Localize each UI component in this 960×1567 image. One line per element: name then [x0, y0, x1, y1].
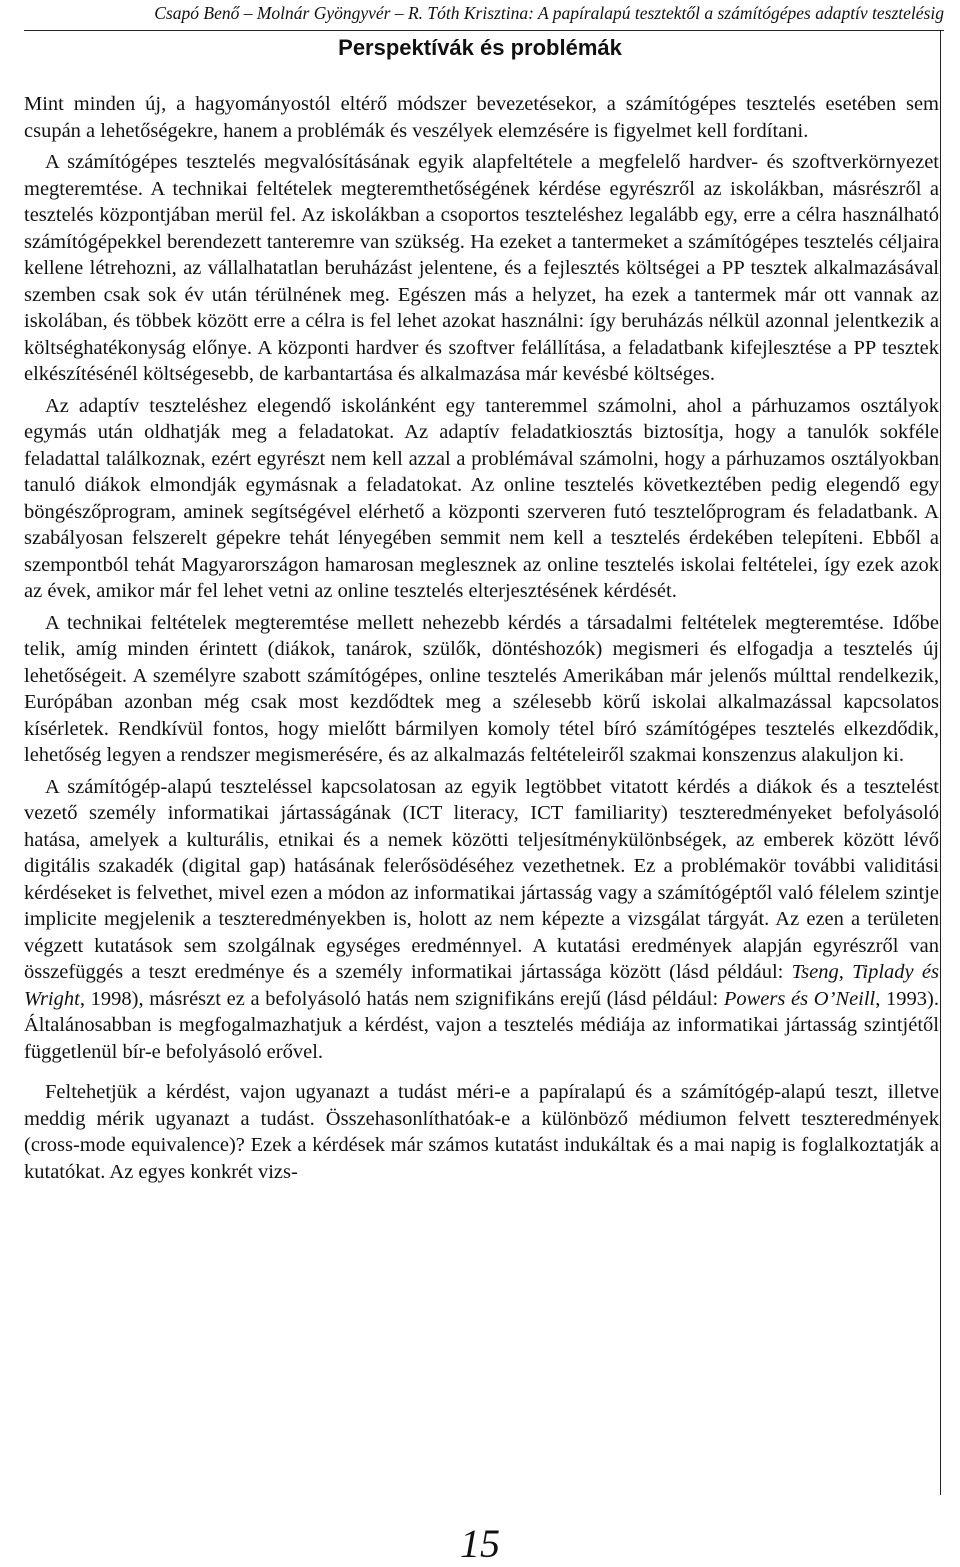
page-frame-line — [940, 30, 941, 1495]
body-text — [24, 91, 939, 1185]
paragraph-5-text-middle: , 1998), másrészt ez a befolyásoló hatás nem szignifikáns erejű (lásd például: — [79, 987, 724, 1010]
paragraph-2: A számítógépes tesztelés megvalósításának egyik alapfeltétele a megfelelő hardver- és szoftverkörnyezet megteremtése. A technikai feltételek megteremthetőségének kérdése egyrészről az iskolákban, másrészről a tesztelés központjában merül fel. Az iskolákban a csoportos teszteléshez legalább egy, erre a célra használható számítógépekkel berendezett tanteremre van szükség. Ha ezeket a tantermeket a számítógépes tesztelés céljaira kellene létrehozni, az vállalhatatlan beruházást jelentene, és a fejlesztés költségei a PP tesztek alkalmazásával szemben csak sok év után térülnének meg. Egészen más a helyzet, ha ezek a tantermek már ott vannak az iskolában, és többek között erre a célra is fel lehet azokat használni: így beruházás nélkül azonnal jelentkezik a költséghatékonyság előnye. A központi hardver és szoftver felállítása, a feladatbank kifejlesztése a PP tesztek elkészítésénél költségesebb, de karbantartása és alkalmazása már kevésbé költséges. — [24, 151, 939, 385]
citation-powers: Powers és O’Neill — [723, 987, 876, 1010]
paragraph-4: A technikai feltételek megteremtése mellett nehezebb kérdés a társadalmi feltételek megteremtése. Időbe telik, amíg minden érintett (diákok, tanárok, szülők, döntéshozók) megismeri és elfogadja a tesztelés új lehetőségeit. A személyre szabott számítógépes, online tesztelés Amerikában már jelenős múlttal rendelkezik, Európában azonban még csak most kezdődtek meg a szélesebb körű iskolai alkalmazással kapcsolatos kísérletek. Rendkívül fontos, hogy mielőtt bármilyen komoly tétel bíró számítógépes tesztelés elkezdődik, lehetőség legyen a rendszer megismerésére, és az alkalmazás feltételeiről szakmai konszenzus alakuljon ki. — [24, 611, 939, 766]
paragraph-6: Feltehetjük a kérdést, vajon ugyanazt a tudást méri-e a papíralapú és a számítógép-alapú teszt, illetve meddig mérik ugyanazt a tudást. Összehasonlíthatóak-e a különböző médiumon felvett teszteredmények (cross-mode equivalence)? Ezek a kérdések már számos kutatást indukáltak és a mai napig is foglalkoztatják a kutatókat. Az egyes konkrét vizs- — [24, 1081, 939, 1183]
citation-tseng: Tseng, Tiplady és Wright — [24, 961, 939, 1010]
paragraph-5-text-end: , 1993). Általánosabban is megfogalmazhatjuk a kérdést, vajon a tesztelés médiája az informatikai jártasság szintjétől függetlenül bír-e befolyásoló erővel. — [24, 987, 940, 1063]
section-title: Perspektívák és problémák — [338, 35, 622, 60]
header-rule — [24, 30, 944, 31]
page-number: 15 — [460, 1521, 500, 1566]
paragraph-1: Mint minden új, a hagyományostól eltérő módszer bevezetésekor, a számítógépes tesztelés esetében sem csupán a lehetőségekre, hanem a problémák és veszélyek elemzésére is figyelmet kell fordítani. — [24, 93, 939, 142]
paragraph-5 — [24, 774, 939, 1066]
running-head: Csapó Benő – Molnár Gyöngyvér – R. Tóth Krisztina: A papíralapú tesztektől a számítógépes adaptív tesztelésig — [154, 3, 944, 23]
paragraph-3: Az adaptív teszteléshez elegendő iskolánként egy tanteremmel számolni, ahol a párhuzamos osztályok egymás után oldhatják meg a feladatokat. Az adaptív feladatkiosztás biztosítja, hogy a tanulók sokféle feladattal találkoznak, ezért egyrészt nem kell azzal a problémával számolni, hogy a párhuzamos osztályokban tanuló diákok elmondják egymásnak a feladatokat. Az online tesztelés következtében pedig elegendő egy böngészőprogram, aminek segítségével elérhető a központi szerveren futó tesztelőprogram és feladatbank. A szabályosan felszerelt gépekre tehát lényegében semmit nem kell a tesztelés érdekében telepíteni. Ebből a szempontból tehát Magyarországon hamarosan meglesznek az online tesztelés iskolai feltételei, így ezek azok az évek, amikor már fel lehet vetni az online tesztelés elterjesztésének kérdését. — [24, 394, 939, 602]
paragraph-5-text-start: A számítógép-alapú teszteléssel kapcsolatosan az egyik legtöbbet vitatott kérdés a diákok és a tesztelést vezető személy informatikai jártasságának (ICT literacy, ICT familiarity) teszteredményeket befolyásoló hatása, amelyek a kulturális, etnikai és a nemek közötti teljesítménykülönbségek, az emberek között lévő digitális szakadék (digital gap) hatásának felerősödéséhez vezethetnek. Ez a problémakör további validitási kérdéseket is felvethet, mivel ezen a módon az informatikai jártasság vagy a számítógéptől való félelem szintje implicite megjelenik a teszteredményekben is, holott az nem képezte a vizsgálat tárgyát. Az ezen a területen végzett kutatások sem szolgálnak egységes eredménnyel. A kutatási eredmények alapján egyrészről van összefüggés a teszt eredménye és a személy informatikai jártassága között (lásd például: — [24, 775, 939, 983]
